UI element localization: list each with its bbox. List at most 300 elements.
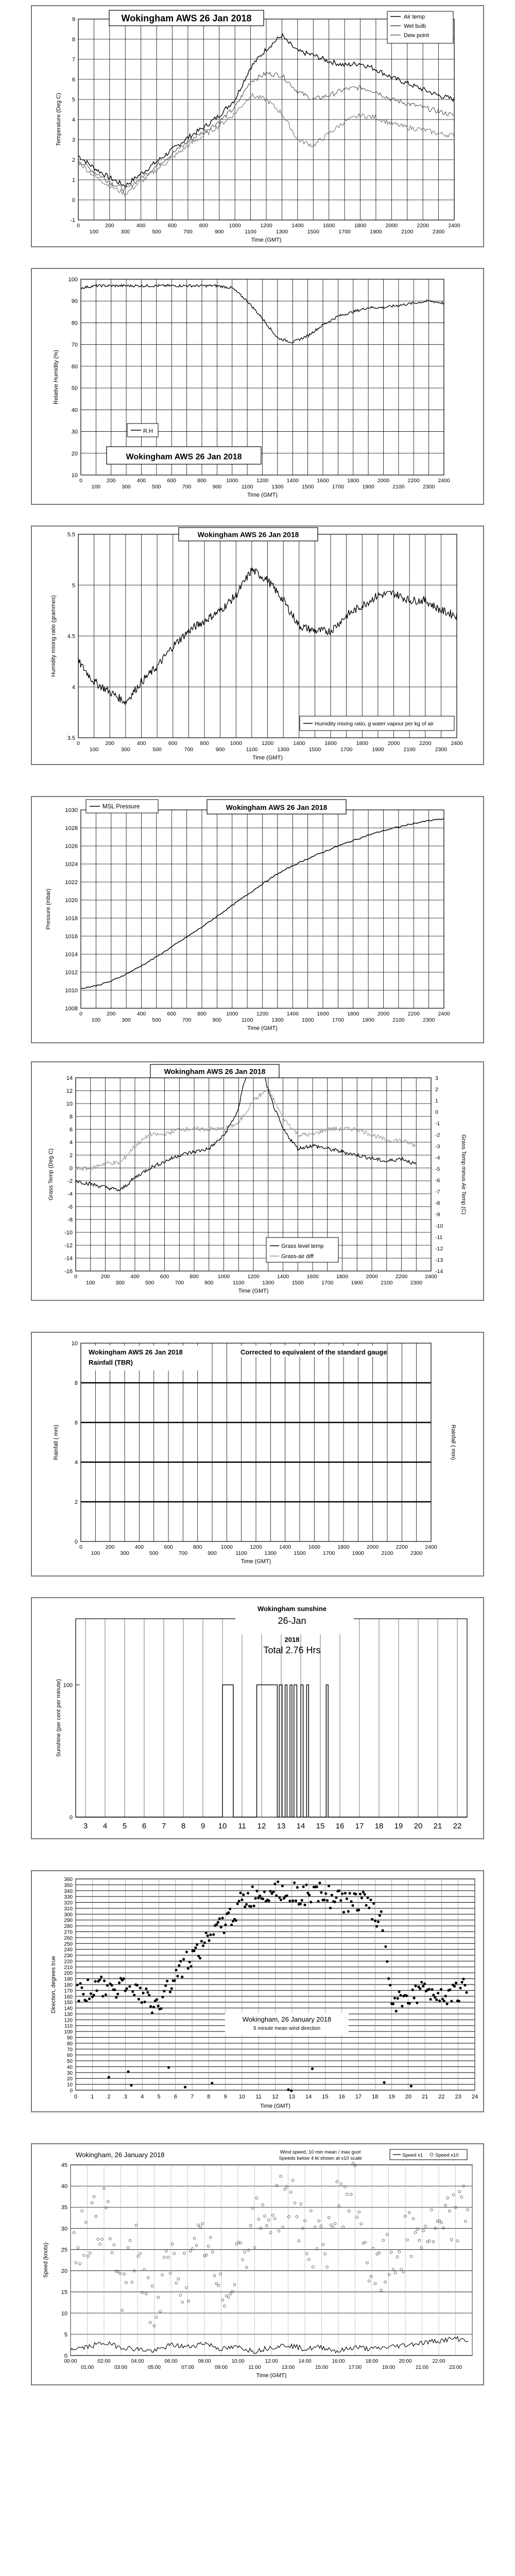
direction-point	[236, 1903, 239, 1905]
y-tick-label: 14	[66, 1075, 73, 1081]
direction-point	[411, 1989, 414, 1991]
y-tick-label: 220	[64, 1959, 73, 1965]
x-tick-label: 1900	[372, 747, 384, 753]
direction-point	[311, 2067, 314, 2070]
y-tick-label: 350	[64, 1883, 73, 1889]
y-tick-label: 10	[71, 472, 78, 479]
direction-point	[450, 2000, 453, 2003]
y-tick-label: -14	[64, 1256, 73, 1262]
y-tick-label: 12	[66, 1088, 73, 1094]
x-tick-label: 21	[422, 2094, 428, 2100]
direction-point	[329, 1907, 332, 1909]
x-tick-label: 900	[214, 229, 224, 235]
y-tick-label: 20	[61, 2268, 67, 2275]
y-tick-label: 30	[66, 2070, 73, 2076]
direction-point	[458, 2000, 460, 2003]
direction-point	[446, 2003, 449, 2005]
direction-point	[227, 1911, 230, 1914]
direction-point	[308, 1894, 311, 1896]
sunshine-chart	[32, 1598, 483, 1838]
direction-point	[459, 1987, 462, 1989]
y-tick-label: 25	[61, 2247, 67, 2253]
direction-point	[126, 1987, 128, 1990]
direction-point	[310, 1901, 312, 1903]
direction-point	[187, 1967, 190, 1970]
x-tick-label: 2200	[396, 1544, 408, 1550]
y-tick-label: 1010	[65, 988, 78, 994]
x-tick-label: 6	[174, 2094, 177, 2100]
direction-point	[393, 1997, 396, 1999]
y-right-tick-label: -10	[435, 1223, 443, 1229]
y-axis-label: Pressure (mbar)	[45, 888, 52, 930]
direction-point	[259, 1895, 261, 1897]
direction-point	[245, 1903, 248, 1906]
direction-point	[131, 1990, 134, 1993]
y-tick-label: 3	[72, 137, 75, 143]
x-tick-label: 300	[121, 229, 130, 235]
direction-point	[127, 2071, 129, 2073]
y-tick-label: 90	[66, 2035, 73, 2041]
x-tick-label: 1500	[291, 1280, 304, 1286]
direction-point	[113, 1989, 116, 1991]
x-tick-label: 1100	[245, 229, 256, 235]
direction-point	[434, 1996, 436, 1998]
direction-point	[230, 1924, 233, 1926]
x-tick-label: 10:00	[231, 2359, 245, 2364]
x-tick-label: 2100	[392, 484, 405, 490]
x-tick-label: 2300	[422, 1017, 435, 1023]
direction-point	[405, 1994, 408, 1997]
y-tick-label: 40	[61, 2183, 67, 2190]
direction-point	[374, 1920, 376, 1922]
direction-point	[202, 1944, 204, 1947]
x-tick-label: 19	[394, 1822, 403, 1831]
y-tick-label: 1016	[65, 934, 78, 940]
legend-label: Grass level temp	[281, 1243, 324, 1249]
x-tick-label: 14:00	[298, 2359, 312, 2364]
y-tick-label: 360	[64, 1877, 73, 1883]
direction-point	[242, 1893, 245, 1896]
y-right-tick-label: -8	[435, 1200, 440, 1207]
x-tick-label: 11	[238, 1822, 246, 1831]
direction-point	[161, 1996, 164, 1998]
x-tick-label: 4	[141, 2094, 144, 2100]
direction-point	[362, 1891, 365, 1893]
x-tick-label: 10	[238, 2094, 246, 2100]
x-tick-label: 1100	[246, 747, 258, 753]
x-tick-label: 20:00	[399, 2359, 412, 2364]
y-right-tick-label: -11	[435, 1234, 443, 1241]
y-tick-label: 240	[64, 1947, 73, 1953]
direction-point	[344, 1892, 347, 1894]
chart-subtitle: 26-Jan	[278, 1616, 306, 1626]
x-tick-label: 2200	[407, 478, 420, 484]
x-tick-label: 17:00	[348, 2365, 362, 2370]
direction-point	[196, 1943, 198, 1946]
y-tick-label: 70	[66, 2047, 73, 2053]
x-tick-label: 8	[207, 2094, 211, 2100]
x-tick-label: 02:00	[97, 2359, 111, 2364]
x-tick-label: 600	[160, 1274, 169, 1280]
x-tick-label: 100	[85, 1280, 95, 1286]
y-tick-label: 130	[64, 2011, 73, 2018]
x-tick-label: 2100	[392, 1017, 405, 1023]
y-tick-label: 100	[68, 277, 78, 283]
x-tick-label: 1100	[232, 1280, 245, 1286]
y-tick-label: 9	[72, 16, 75, 23]
y-tick-label: 140	[64, 2006, 73, 2012]
direction-point	[85, 1999, 88, 2002]
direction-point	[302, 1886, 305, 1888]
direction-point	[178, 1964, 180, 1967]
y-right-tick-label: -3	[435, 1143, 440, 1150]
y-tick-label: 1024	[65, 861, 78, 868]
pressure-chart-panel	[31, 796, 484, 1043]
y-tick-label: 20	[71, 450, 78, 457]
x-tick-label: 100	[89, 229, 99, 235]
direction-point	[272, 1890, 274, 1893]
x-tick-label: 12:00	[265, 2359, 278, 2364]
direction-point	[211, 2082, 213, 2084]
x-tick-label: 2000	[385, 223, 398, 229]
direction-point	[130, 2084, 132, 2087]
x-tick-label: 1600	[306, 1274, 319, 1280]
direction-point	[328, 1885, 330, 1887]
y-tick-label: 1020	[65, 897, 78, 904]
x-tick-label: 400	[136, 223, 146, 229]
x-tick-label: 1900	[352, 1550, 365, 1556]
grass-temp-chart	[32, 1062, 483, 1300]
x-tick-label: 500	[152, 229, 161, 235]
x-tick-label: 1700	[332, 1017, 345, 1023]
x-tick-label: 23	[455, 2094, 461, 2100]
direction-point	[156, 1998, 158, 2001]
direction-point	[335, 1896, 337, 1899]
direction-point	[166, 1980, 168, 1982]
direction-point	[455, 1981, 457, 1984]
direction-point	[103, 1979, 106, 1982]
direction-point	[465, 1991, 468, 1994]
direction-point	[87, 1978, 89, 1981]
direction-point	[422, 1985, 424, 1988]
x-tick-label: 2100	[381, 1550, 393, 1556]
x-tick-label: 1300	[271, 1017, 284, 1023]
direction-point	[88, 1997, 91, 2000]
direction-point	[354, 1893, 357, 1895]
direction-point	[93, 1994, 95, 1996]
y-tick-label: 1022	[65, 879, 78, 886]
y-tick-label: 2	[69, 1153, 73, 1159]
y-right-tick-label: -14	[435, 1268, 443, 1275]
direction-point	[453, 1985, 456, 1988]
y-tick-label: 1028	[65, 825, 78, 832]
direction-point	[323, 1899, 325, 1901]
x-tick-label: 500	[152, 484, 161, 490]
y-tick-label: 300	[64, 1912, 73, 1918]
direction-point	[205, 1931, 208, 1934]
direction-point	[217, 1921, 219, 1924]
direction-point	[95, 1989, 98, 1992]
x-tick-label: 04:00	[131, 2359, 144, 2364]
x-axis-label: Time (GMT)	[241, 1558, 271, 1565]
y-tick-label: -12	[64, 1243, 73, 1249]
x-tick-label: 2400	[438, 478, 450, 484]
chart-title: Wokingham AWS 26 Jan 2018	[121, 13, 252, 24]
y-tick-label: 0	[64, 2353, 67, 2359]
direction-point	[203, 1941, 206, 1944]
x-tick-label: 20	[405, 2094, 411, 2100]
x-tick-label: 1300	[271, 484, 284, 490]
direction-point	[181, 1976, 183, 1978]
wind-speed-chart-panel	[31, 2143, 484, 2385]
y-tick-label: 45	[61, 2162, 67, 2168]
direction-point	[175, 1969, 177, 1971]
x-tick-label: 15	[322, 2094, 329, 2100]
direction-point	[387, 1977, 390, 1980]
x-tick-label: 700	[182, 484, 192, 490]
x-tick-label: 1500	[301, 1017, 314, 1023]
mixing-ratio-chart-panel	[31, 526, 484, 765]
y-tick-label: 250	[64, 1941, 73, 1947]
direction-point	[142, 1992, 145, 1994]
x-tick-label: 1500	[307, 229, 319, 235]
x-tick-label: 700	[184, 747, 194, 753]
direction-point	[341, 1892, 344, 1895]
x-tick-label: 11:00	[248, 2365, 261, 2370]
x-tick-label: 18	[372, 2094, 379, 2100]
x-tick-label: 1700	[322, 1550, 335, 1556]
direction-point	[357, 1909, 360, 1911]
legend-label: Humidity mixing ratio, g water vapour per kg of air	[315, 721, 434, 727]
x-tick-label: 800	[197, 478, 207, 484]
x-tick-label: 300	[122, 484, 131, 490]
direction-point	[239, 1892, 242, 1894]
x-tick-label: 11	[255, 2094, 262, 2100]
y-tick-label: 4.5	[67, 633, 75, 640]
direction-point	[221, 1917, 224, 1919]
x-tick-label: 900	[208, 1550, 217, 1556]
x-tick-label: 500	[152, 1017, 161, 1023]
x-tick-label: 700	[183, 229, 193, 235]
direction-point	[167, 2066, 170, 2069]
x-tick-label: 1000	[226, 478, 238, 484]
y-tick-label: 70	[71, 342, 78, 348]
direction-point	[369, 1899, 372, 1901]
x-tick-label: 1500	[301, 484, 314, 490]
direction-point	[197, 1955, 200, 1957]
x-axis-label: Time (GMT)	[256, 2372, 287, 2379]
x-tick-label: 18	[374, 1822, 384, 1831]
x-tick-label: 800	[199, 223, 209, 229]
y-tick-label: 2	[72, 157, 75, 163]
x-tick-label: 1800	[337, 1544, 350, 1550]
legend-label: R.H	[143, 428, 153, 434]
x-tick-label: 03:00	[114, 2365, 128, 2370]
direction-point	[111, 1984, 113, 1987]
direction-point	[185, 1951, 188, 1953]
direction-point	[143, 2001, 146, 2003]
chart-title: Wokingham sunshine	[257, 1605, 327, 1613]
sunshine-chart-panel	[31, 1597, 484, 1839]
y-tick-label: 100	[63, 1682, 73, 1689]
direction-point	[138, 1998, 140, 2001]
y-right-tick-label: 1	[435, 1098, 438, 1105]
pressure-chart	[32, 797, 483, 1042]
y-tick-label: -16	[64, 1268, 73, 1275]
direction-point	[301, 1899, 303, 1902]
x-tick-label: 1300	[262, 1280, 274, 1286]
x-tick-label: 7	[161, 1822, 166, 1831]
direction-point	[262, 1897, 264, 1900]
x-tick-label: 1600	[317, 478, 329, 484]
direction-point	[145, 1988, 147, 1990]
x-tick-label: 1800	[347, 478, 359, 484]
direction-point	[410, 2085, 413, 2088]
direction-point	[255, 1890, 258, 1892]
direction-point	[365, 1904, 368, 1907]
direction-point	[443, 1999, 445, 2002]
direction-point	[80, 1986, 83, 1989]
x-tick-label: 1400	[293, 740, 305, 747]
x-tick-label: 22	[453, 1822, 462, 1831]
direction-point	[82, 1993, 84, 1995]
temperature-chart	[32, 6, 483, 246]
x-tick-label: 19:00	[382, 2365, 396, 2370]
y-tick-label: 4	[72, 117, 75, 123]
x-tick-label: 2300	[410, 1550, 423, 1556]
x-tick-label: 300	[122, 1017, 131, 1023]
x-tick-label: 800	[193, 1544, 202, 1550]
y-tick-label: 330	[64, 1894, 73, 1901]
direction-point	[273, 1883, 276, 1885]
direction-point	[383, 2081, 385, 2084]
x-tick-label: 17	[355, 2094, 362, 2100]
direction-point	[364, 1893, 366, 1895]
x-tick-label: 24	[471, 2094, 478, 2100]
x-tick-label: 1700	[340, 747, 353, 753]
x-tick-label: 600	[167, 223, 177, 229]
direction-point	[184, 2086, 186, 2088]
direction-point	[293, 1882, 296, 1884]
x-tick-label: 800	[197, 1011, 207, 1017]
x-tick-label: 12	[257, 1822, 266, 1831]
direction-point	[263, 1890, 266, 1893]
direction-point	[423, 1982, 426, 1985]
y-tick-label: -1	[70, 217, 75, 224]
x-tick-label: 0	[74, 1274, 77, 1280]
grass-temp-chart-panel	[31, 1061, 484, 1301]
y-tick-label: 1026	[65, 843, 78, 850]
y-tick-label: 230	[64, 1953, 73, 1959]
y-tick-label: 1014	[65, 952, 78, 958]
x-tick-label: 600	[167, 478, 177, 484]
x-tick-label: 200	[105, 223, 114, 229]
y-tick-label: 310	[64, 1906, 73, 1912]
x-tick-label: 500	[145, 1280, 154, 1286]
y-tick-label: -6	[67, 1204, 73, 1210]
x-tick-label: 18:00	[365, 2359, 379, 2364]
x-tick-label: 1100	[235, 1550, 247, 1556]
direction-point	[401, 2005, 403, 2007]
x-tick-label: 3	[124, 2094, 127, 2100]
x-tick-label: 600	[167, 1011, 177, 1017]
direction-point	[435, 1998, 438, 2001]
x-tick-label: 2100	[401, 229, 414, 235]
wind-speed-chart	[32, 2144, 483, 2384]
y-tick-label: 50	[66, 2059, 73, 2065]
chart-subtitle: 5 minute mean wind direction	[253, 2026, 321, 2031]
y-tick-label: 5.5	[67, 532, 75, 538]
x-tick-label: 1300	[264, 1550, 277, 1556]
y-right-tick-label: -5	[435, 1166, 440, 1173]
y-tick-label: 1030	[65, 807, 78, 814]
x-tick-label: 6	[142, 1822, 147, 1831]
x-tick-label: 13	[288, 2094, 295, 2100]
direction-point	[94, 1980, 97, 1982]
direction-point	[244, 1905, 246, 1908]
direction-point	[105, 1993, 107, 1996]
direction-point	[108, 2076, 110, 2078]
y-tick-label: 0	[69, 1165, 73, 1172]
legend-label: Dew point	[404, 32, 429, 39]
direction-point	[377, 1921, 380, 1923]
x-tick-label: 300	[121, 747, 130, 753]
direction-point	[408, 2002, 411, 2005]
direction-point	[420, 1981, 423, 1984]
y-tick-label: 6	[69, 1127, 73, 1133]
direction-point	[250, 1905, 252, 1908]
x-tick-label: 1900	[351, 1280, 363, 1286]
direction-point	[268, 1900, 270, 1902]
direction-point	[372, 1902, 375, 1905]
direction-point	[254, 1897, 257, 1900]
x-tick-label: 01:00	[80, 2365, 94, 2370]
y-tick-label: 0	[69, 1815, 73, 1821]
y-right-tick-label: -9	[435, 1211, 440, 1218]
y-tick-label: -10	[64, 1230, 73, 1236]
y-tick-label: 7	[72, 57, 75, 63]
direction-point	[136, 1984, 139, 1987]
x-tick-label: 1	[91, 2094, 94, 2100]
y-tick-label: 200	[64, 1971, 73, 1977]
direction-point	[193, 1950, 195, 1952]
chart-annotation-line: Wind speed, 10 min mean / max gust	[280, 2149, 361, 2155]
chart-subtitle: Rainfall (TBR)	[89, 1359, 133, 1366]
x-tick-label: 1800	[356, 740, 368, 747]
x-axis-label: Time (GMT)	[247, 1025, 278, 1031]
direction-point	[371, 1918, 373, 1921]
x-tick-label: 7	[190, 2094, 194, 2100]
x-tick-label: 16:00	[332, 2359, 345, 2364]
y-tick-label: 10	[71, 1341, 78, 1347]
x-tick-label: 0	[79, 1544, 82, 1550]
direction-point	[397, 1997, 399, 1999]
y-right-tick-label: 0	[435, 1109, 438, 1116]
x-tick-label: 100	[89, 747, 99, 753]
direction-point	[146, 1991, 149, 1994]
x-axis-label: Time (GMT)	[251, 237, 282, 243]
direction-point	[133, 1994, 135, 1996]
chart-year: 2018	[284, 1636, 300, 1643]
mixing-ratio-chart	[32, 527, 483, 764]
legend-label: MSL Pressure	[102, 804, 140, 810]
direction-point	[163, 1990, 165, 1992]
x-tick-label: 22:00	[432, 2359, 445, 2364]
x-tick-label: 2200	[417, 223, 429, 229]
x-tick-label: 2200	[407, 1011, 420, 1017]
rainfall-chart	[32, 1333, 483, 1575]
chart-total: Total 2.76 Hrs	[263, 1645, 321, 1655]
